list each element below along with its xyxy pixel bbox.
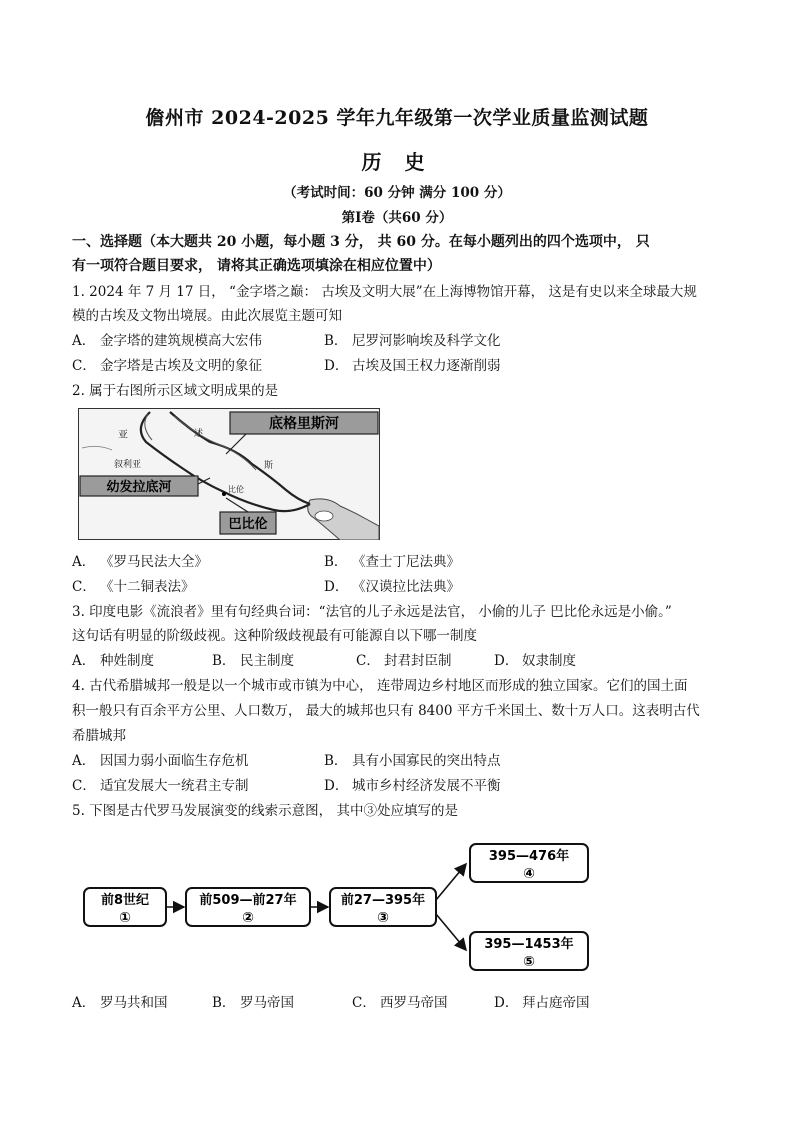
q4-stem-line2: 积一般只有百余平方公里、人口数万， 最大的城邦也只有 8400 平方千米国土、数十万人口。这表明古代 <box>72 703 700 719</box>
timeline-arrow-3 <box>436 864 466 900</box>
q2-option-c: C． 《十二铜表法》 <box>72 579 195 595</box>
map-label-euphrates: 幼发拉底河 <box>106 480 172 495</box>
q4-option-a: A． 因国力弱小面临生存危机 <box>72 753 249 769</box>
q2-option-a: A． 《罗马民法大全》 <box>72 554 208 570</box>
q5-stem: 5. 下图是古代罗马发展演变的线索示意图， 其中③处应填写的是 <box>72 803 458 819</box>
timeline-num-3: ③ <box>377 910 389 926</box>
q1-option-d: D． 古埃及国王权力逐渐削弱 <box>324 358 501 374</box>
timeline-period-4: 395—476年 <box>488 849 570 864</box>
q5-option-d: D． 拜占庭帝国 <box>494 995 590 1011</box>
q1-option-c: C． 金字塔是古埃及文明的象征 <box>72 358 262 374</box>
map-small-label-2: 述 <box>194 429 204 439</box>
q1-option-b: B． 尼罗河影响埃及科学文化 <box>324 333 501 349</box>
q4-option-c: C． 适宜发展大一统君主专制 <box>72 778 249 794</box>
volume-heading: 第Ⅰ卷（共60 分） <box>341 210 453 226</box>
q2-option-b: B． 《查士丁尼法典》 <box>324 554 460 570</box>
exam-info: （考试时间：60 分钟 满分 100 分） <box>283 185 511 201</box>
exam-title: 儋州市 2024-2025 学年九年级第一次学业质量监测试题 <box>145 107 649 129</box>
q2-option-d: D． 《汉谟拉比法典》 <box>324 579 460 595</box>
map-label-syria: 叙利亚 <box>114 460 142 470</box>
q1-stem-line1: 1. 2024 年 7 月 17 日， “金字塔之巅： 古埃及文明大展”在上海博物馆开幕， 这是有史以来全球最大规 <box>72 284 697 300</box>
map-label-babylon: 巴比伦 <box>228 517 268 532</box>
timeline-period-5: 395—1453年 <box>484 937 574 952</box>
q5-option-c: C． 西罗马帝国 <box>352 995 448 1011</box>
timeline-period-1: 前8世纪 <box>100 893 150 908</box>
subject-title: 历 史 <box>361 150 433 174</box>
q1-stem-line2: 模的古埃及文物出境展。由此次展览主题可知 <box>72 308 342 324</box>
map-small-label-4: 斯 <box>264 461 274 471</box>
q5-option-b: B． 罗马帝国 <box>212 995 294 1011</box>
q3-option-c: C． 封君封臣制 <box>356 653 452 669</box>
q3-option-b: B． 民主制度 <box>212 653 294 669</box>
q4-option-d: D． 城市乡村经济发展不平衡 <box>324 778 501 794</box>
q3-option-d: D． 奴隶制度 <box>494 653 576 669</box>
timeline-num-2: ② <box>242 910 254 926</box>
section-instructions-line2: 有一项符合题目要求， 请将其正确选项填涂在相应位置中） <box>72 258 441 274</box>
timeline-period-3: 前27—395年 <box>340 893 426 908</box>
section-instructions-line1: 一、选择题（本大题共 20 小题，每小题 3 分， 共 60 分。在每小题列出的四个选项中， 只 <box>72 234 650 250</box>
q4-stem-line1: 4. 古代希腊城邦一般是以一个城市或市镇为中心， 连带周边乡村地区而形成的独立国家。它们的国土面 <box>72 678 688 694</box>
timeline-num-1: ① <box>119 910 131 926</box>
map-small-label-1: 亚 <box>118 430 128 441</box>
timeline-arrow-4 <box>436 914 466 950</box>
q3-option-a: A． 种姓制度 <box>72 653 154 669</box>
q3-stem-line2: 这句话有明显的阶级歧视。这种阶级歧视最有可能源自以下哪一制度 <box>72 628 477 644</box>
timeline-num-4: ④ <box>523 866 535 882</box>
timeline-period-2: 前509—前27年 <box>199 893 297 908</box>
rome-timeline-diagram <box>78 836 598 984</box>
timeline-num-5: ⑤ <box>523 954 535 970</box>
q5-option-a: A． 罗马共和国 <box>72 995 168 1011</box>
babylon-city-dot <box>222 492 226 496</box>
map-label-tigris: 底格里斯河 <box>269 416 339 432</box>
map-small-label-3: 比伦 <box>228 485 244 494</box>
mesopotamia-map <box>78 408 380 540</box>
q1-option-a: A． 金字塔的建筑规模高大宏伟 <box>72 333 262 349</box>
gulf-island-shape <box>315 511 333 521</box>
q4-option-b: B． 具有小国寡民的突出特点 <box>324 753 501 769</box>
q2-stem: 2. 属于右图所示区域文明成果的是 <box>72 383 279 399</box>
q4-stem-line3: 希腊城邦 <box>72 728 126 744</box>
q3-stem-line1: 3. 印度电影《流浪者》里有句经典台词：“法官的儿子永远是法官， 小偷的儿子 巴比伦永远是小偷。” <box>72 604 672 620</box>
